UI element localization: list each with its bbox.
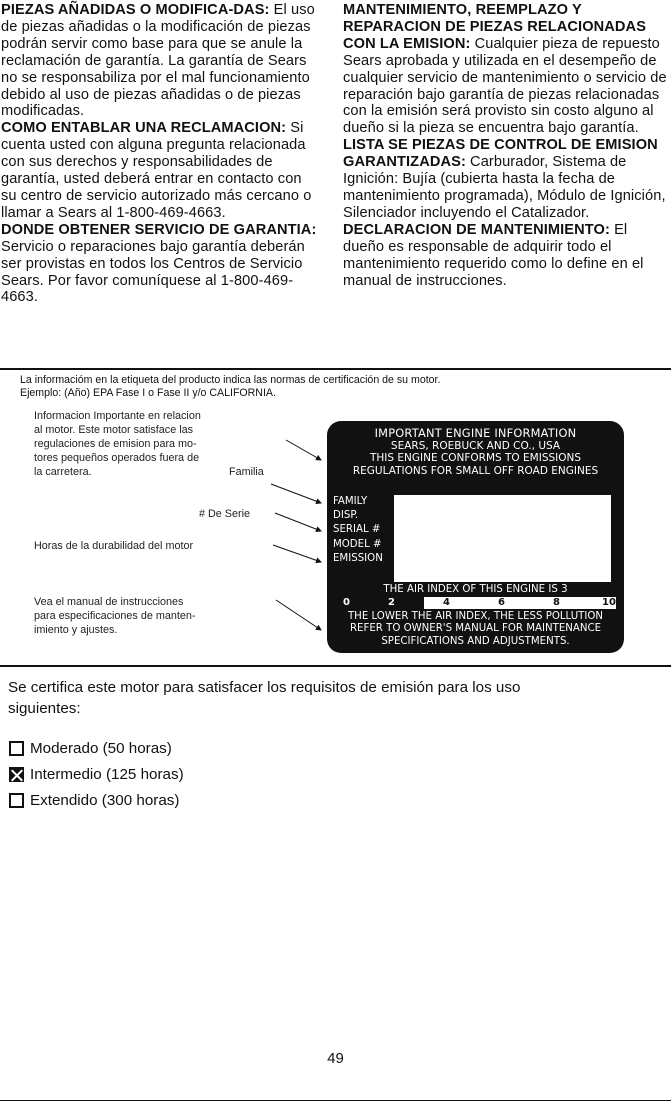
intermediate-label: Intermedio (125 horas)	[30, 765, 184, 783]
arrow-family	[271, 484, 321, 503]
air-index-title: THE AIR INDEX OF THIS ENGINE IS 3	[383, 584, 568, 595]
paragraph-claim	[1, 120, 319, 221]
label-header-1: IMPORTANT ENGINE INFORMATION	[374, 426, 577, 440]
field-emission: EMISSION	[333, 552, 383, 564]
label-footer-1: THE LOWER THE AIR INDEX, THE LESS POLLUTION	[347, 611, 604, 622]
info-label-3: regulaciones de emision para mo-	[34, 438, 197, 450]
info-label-2: al motor. Este motor satisface las	[34, 424, 194, 436]
info-label-5: la carretera.	[34, 466, 92, 478]
body-maintenance-statement: El dueño es responsable de adquirir todo el mantenimiento requerido como lo define en el manual de instrucciones.	[343, 221, 644, 289]
label-footer-3: SPECIFICATIONS AND ADJUSTMENTS.	[381, 635, 570, 647]
air-index-tick: 2	[388, 597, 395, 608]
option-extended[interactable]	[9, 787, 184, 813]
body-claim: Si cuenta usted con alguna pregunta relacionada con sus derechos y responsabilidades de garantía, usted deberá entrar en contacto con su centro de servicio autorizado más cercano o llamar a Sears al 1-800-469-4663.	[1, 120, 312, 221]
certification-statement	[8, 678, 658, 719]
durability-label: Horas de la durabilidad del motor	[34, 540, 194, 552]
body-parts-list: Carburador, Sistema de Ignición: Bujía (cubierta hasta la fecha de mantenimiento programada), Módulo de Ignición, Silenciador incluyendo el Catalizador.	[343, 154, 666, 221]
info-label-4: tores pequeños operados fuera de	[34, 452, 200, 464]
info-label-1: Informacion Importante en relacion	[34, 410, 201, 422]
manual-label-3: imiento y ajustes.	[34, 624, 118, 636]
paragraph-service	[1, 222, 319, 307]
usage-options	[9, 735, 184, 813]
paragraph-maintenance-parts	[343, 2, 670, 289]
option-intermediate[interactable]	[9, 761, 184, 787]
warranty-left-column	[1, 2, 319, 306]
air-index-tick: 10	[602, 597, 616, 608]
engine-information-label	[327, 421, 624, 653]
arrow-manual	[276, 600, 321, 630]
label-header-3: THIS ENGINE CONFORMS TO EMISSIONS	[369, 452, 582, 464]
arrow-serial	[275, 513, 321, 531]
air-index-tick: 4	[443, 597, 450, 608]
air-index-fill	[341, 597, 424, 609]
heading-maintenance-parts: MANTENIMIENTO, REEMPLAZO Y REPARACION DE PIEZAS RELACIONADAS CON LA EMISION:	[343, 2, 647, 52]
certification-line-2: siguientes:	[8, 699, 81, 717]
label-footer-2: REFER TO OWNER'S MANUAL FOR MAINTENANCE	[349, 623, 602, 635]
serial-label: # De Serie	[199, 508, 251, 520]
label-footer	[327, 611, 624, 648]
note-line-2: Ejemplo: (Año) EPA Fase I o Fase II y/o CALIFORNIA.	[20, 387, 276, 399]
divider-middle	[0, 665, 671, 667]
manual-label-1: Vea el manual de instrucciones	[34, 596, 184, 608]
family-label: Familia	[229, 466, 264, 478]
body-maintenance-parts: Cualquier pieza de repuesto Sears aprobada y utilizada en el desempeño de cualquier servicio de mantenimiento o servicio de reparación bajo garantía de piezas relacionadas con la emisión será provisto sin costo alguno al dueño si la pieza se encuentra bajo garantía.	[343, 35, 667, 137]
extended-label: Extendido (300 horas)	[30, 791, 180, 809]
divider-bottom	[0, 1100, 671, 1101]
paragraph-added-parts	[1, 2, 319, 120]
body-added-parts: El uso de piezas añadidas o la modificación de piezas podrán servir como base para que se anule la reclamación de garantía. La garantía de Sears no se responsabiliza por el mal funcionamiento debido al uso de piezas añadidas o de piezas modificadas.	[1, 2, 315, 120]
field-model: MODEL #	[333, 538, 382, 550]
heading-maintenance-statement: DECLARACION DE MANTENIMIENTO:	[343, 221, 610, 238]
arrow-info	[286, 440, 321, 460]
label-fields	[333, 495, 383, 566]
label-blank-area	[394, 495, 611, 582]
air-index-tick: 0	[343, 597, 350, 608]
moderate-label: Moderado (50 horas)	[30, 739, 172, 757]
heading-service: DONDE OBTENER SERVICIO DE GARANTIA:	[1, 221, 317, 238]
arrow-durability	[273, 545, 321, 562]
page-number: 49	[327, 1050, 344, 1067]
divider-top	[0, 368, 671, 370]
intermediate-checkbox[interactable]	[9, 767, 24, 782]
extended-checkbox[interactable]	[9, 793, 24, 808]
field-disp: DISP.	[333, 510, 359, 522]
field-serial: SERIAL #	[333, 524, 381, 536]
label-header	[327, 427, 624, 477]
heading-added-parts: PIEZAS AÑADIDAS O MODIFICA-DAS:	[1, 2, 270, 18]
body-service: Servicio o reparaciones bajo garantía deberán ser provistas en todos los Centros de Servicio Sears. Por favor comuníquese al 1-800-469-4663.	[1, 238, 305, 306]
certification-line-1: Se certifica este motor para satisfacer los requisitos de emisión para los uso	[8, 679, 521, 696]
note-line-1: La informacióm en la etiqueta del producto indica las normas de certificación de su motor.	[20, 374, 441, 386]
certification-note	[20, 374, 670, 400]
air-index-tick: 8	[553, 597, 560, 608]
field-family: FAMILY	[333, 496, 368, 507]
air-index-tick: 6	[498, 597, 505, 608]
moderate-checkbox[interactable]	[9, 741, 24, 756]
label-header-4: REGULATIONS FOR SMALL OFF ROAD ENGINES	[352, 464, 599, 477]
option-moderate[interactable]	[9, 735, 184, 761]
heading-claim: COMO ENTABLAR UNA RECLAMACION:	[1, 120, 287, 137]
manual-label-2: para especificaciones de manten-	[34, 610, 196, 622]
heading-parts-list: LISTA SE PIEZAS DE CONTROL DE EMISION GARANTIZADAS:	[343, 137, 658, 171]
air-index-bar	[341, 597, 616, 609]
label-header-2: SEARS, ROEBUCK AND CO., USA	[390, 439, 561, 452]
warranty-right-column	[343, 2, 670, 289]
